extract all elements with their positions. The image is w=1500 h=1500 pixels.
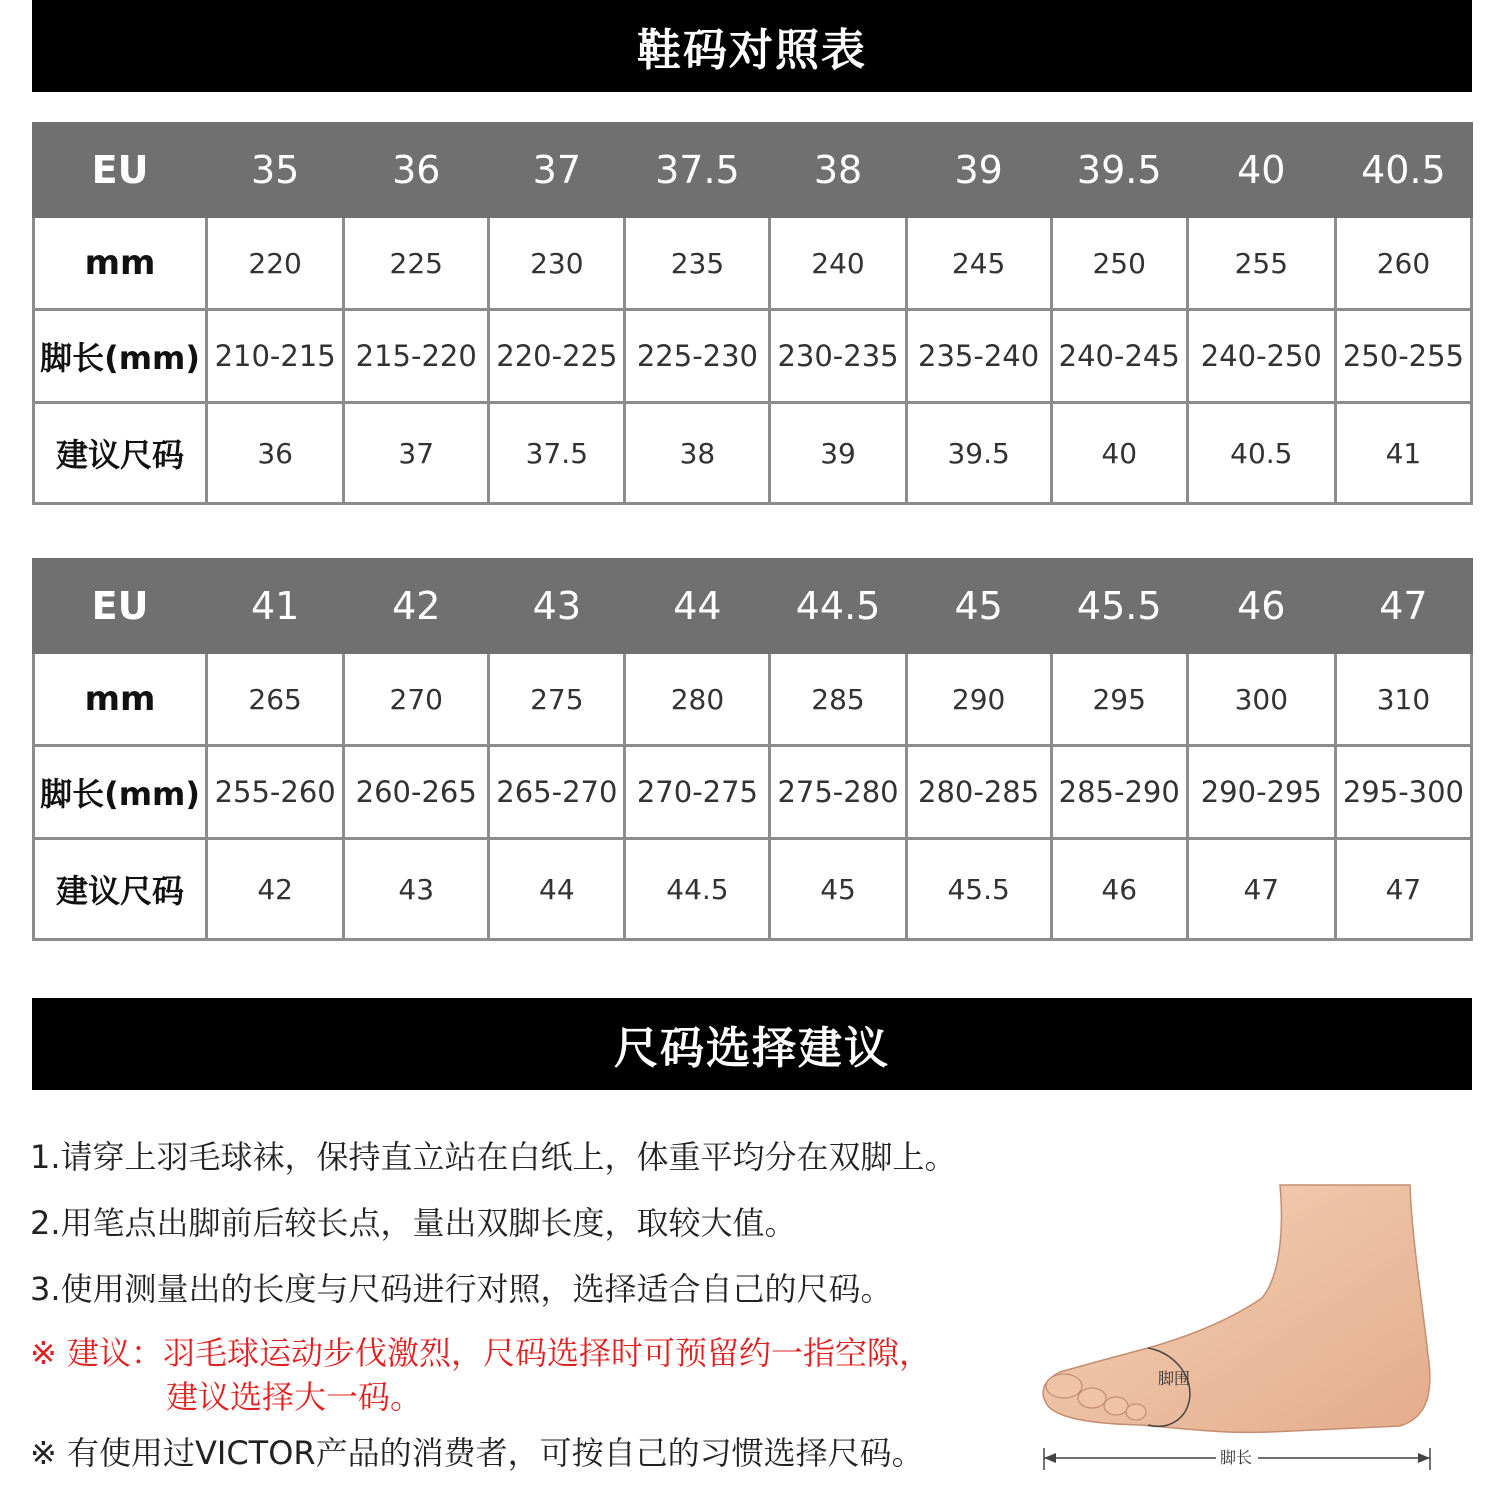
- suggested-size-cell: 47: [1187, 839, 1335, 940]
- foot-length-cell: 285-290: [1051, 746, 1187, 839]
- toe-shape: [1126, 1404, 1146, 1420]
- mm-cell: 220: [207, 217, 344, 310]
- suggested-size-cell: 46: [1051, 839, 1187, 940]
- suggested-size-cell: 39: [770, 403, 906, 504]
- mm-label: mm: [34, 217, 207, 310]
- suggested-size-cell: 42: [207, 839, 344, 940]
- eu-cell: 45: [906, 560, 1051, 653]
- suggested-size-label: 建议尺码: [34, 839, 207, 940]
- size-table-1: [32, 122, 1473, 505]
- suggested-size-cell: 44: [489, 839, 625, 940]
- warning-line: ※ 建议：羽毛球运动步伐激烈，尺码选择时可预留约一指空隙，: [30, 1334, 931, 1372]
- advice-title: 尺码选择建议: [614, 1023, 890, 1074]
- mm-cell: 280: [625, 653, 770, 746]
- eu-cell: 39.5: [1051, 124, 1187, 217]
- suggested-size-cell: 40: [1051, 403, 1187, 504]
- foot-length-row: [34, 310, 1472, 403]
- eu-label: EU: [34, 560, 207, 653]
- mm-cell: 270: [344, 653, 489, 746]
- eu-cell: 44: [625, 560, 770, 653]
- mm-cell: 290: [906, 653, 1051, 746]
- foot-length-label: 脚长(mm): [34, 310, 207, 403]
- mm-label: mm: [34, 653, 207, 746]
- title-banner: [32, 0, 1472, 92]
- eu-cell: 46: [1187, 560, 1335, 653]
- eu-cell: 45.5: [1051, 560, 1187, 653]
- toe-shape: [1078, 1388, 1106, 1408]
- tip-text: ※ 有使用过VICTOR产品的消费者，可按自己的习惯选择尺码。: [30, 1434, 924, 1472]
- mm-cell: 235: [625, 217, 770, 310]
- mm-row: [34, 653, 1472, 746]
- foot-length-cell: 220-225: [489, 310, 625, 403]
- mm-cell: 255: [1187, 217, 1335, 310]
- foot-length-cell: 265-270: [489, 746, 625, 839]
- foot-length-row: [34, 746, 1472, 839]
- eu-label: EU: [34, 124, 207, 217]
- suggested-size-label: 建议尺码: [34, 403, 207, 504]
- size-table-2: [32, 558, 1473, 941]
- suggested-size-cell: 43: [344, 839, 489, 940]
- eu-cell: 36: [344, 124, 489, 217]
- foot-length-cell: 225-230: [625, 310, 770, 403]
- suggested-size-cell: 38: [625, 403, 770, 504]
- eu-cell: 43: [489, 560, 625, 653]
- eu-cell: 44.5: [770, 560, 906, 653]
- length-arrow-head: [1044, 1453, 1056, 1463]
- tip-text: 1.请穿上羽毛球袜，保持直立站在白纸上，体重平均分在双脚上。: [30, 1138, 957, 1176]
- foot-length-cell: 240-250: [1187, 310, 1335, 403]
- length-arrow-head: [1418, 1453, 1430, 1463]
- foot-measure-illustration: [1030, 1180, 1470, 1490]
- foot-length-cell: 275-280: [770, 746, 906, 839]
- foot-length-cell: 280-285: [906, 746, 1051, 839]
- eu-cell: 40: [1187, 124, 1335, 217]
- foot-length-cell: 255-260: [207, 746, 344, 839]
- suggested-size-cell: 37: [344, 403, 489, 504]
- mm-cell: 245: [906, 217, 1051, 310]
- warning-line: 建议选择大一码。: [166, 1378, 423, 1417]
- eu-row: [34, 124, 1472, 217]
- foot-length-cell: 250-255: [1335, 310, 1471, 403]
- suggested-size-cell: 44.5: [625, 839, 770, 940]
- mm-cell: 225: [344, 217, 489, 310]
- foot-length-cell: 230-235: [770, 310, 906, 403]
- suggested-size-cell: 47: [1335, 839, 1471, 940]
- mm-cell: 250: [1051, 217, 1187, 310]
- foot-length-cell: 240-245: [1051, 310, 1187, 403]
- foot-length-cell: 215-220: [344, 310, 489, 403]
- mm-cell: 265: [207, 653, 344, 746]
- mm-cell: 300: [1187, 653, 1335, 746]
- foot-length-cell: 270-275: [625, 746, 770, 839]
- mm-cell: 240: [770, 217, 906, 310]
- foot-length-cell: 260-265: [344, 746, 489, 839]
- eu-cell: 41: [207, 560, 344, 653]
- toe-shape: [1104, 1397, 1128, 1415]
- eu-cell: 39: [906, 124, 1051, 217]
- suggested-size-cell: 39.5: [906, 403, 1051, 504]
- mm-cell: 230: [489, 217, 625, 310]
- toe-shape: [1046, 1374, 1082, 1398]
- eu-cell: 37.5: [625, 124, 770, 217]
- mm-cell: 285: [770, 653, 906, 746]
- suggested-size-cell: 36: [207, 403, 344, 504]
- eu-cell: 47: [1335, 560, 1471, 653]
- mm-cell: 295: [1051, 653, 1187, 746]
- eu-cell: 38: [770, 124, 906, 217]
- suggested-size-row: [34, 403, 1472, 504]
- foot-length-cell: 235-240: [906, 310, 1051, 403]
- eu-cell: 35: [207, 124, 344, 217]
- mm-cell: 310: [1335, 653, 1471, 746]
- foot-length-label: 脚长(mm): [34, 746, 207, 839]
- length-label: 脚长: [1220, 1448, 1253, 1467]
- suggested-size-row: [34, 839, 1472, 940]
- suggested-size-cell: 45.5: [906, 839, 1051, 940]
- girth-label: 脚围: [1158, 1369, 1191, 1388]
- suggested-size-cell: 40.5: [1187, 403, 1335, 504]
- mm-cell: 275: [489, 653, 625, 746]
- suggested-size-cell: 41: [1335, 403, 1471, 504]
- foot-length-cell: 290-295: [1187, 746, 1335, 839]
- eu-cell: 40.5: [1335, 124, 1471, 217]
- warning-note: [30, 1334, 990, 1417]
- eu-cell: 37: [489, 124, 625, 217]
- tip-text: 2.用笔点出脚前后较长点，量出双脚长度，取较大值。: [30, 1204, 797, 1242]
- mm-row: [34, 217, 1472, 310]
- eu-row: [34, 560, 1472, 653]
- foot-length-cell: 210-215: [207, 310, 344, 403]
- advice-banner: [32, 998, 1472, 1090]
- eu-cell: 42: [344, 560, 489, 653]
- foot-length-cell: 295-300: [1335, 746, 1471, 839]
- suggested-size-cell: 37.5: [489, 403, 625, 504]
- title-text: 鞋码对照表: [637, 25, 867, 76]
- tip-text: 3.使用测量出的长度与尺码进行对照，选择适合自己的尺码。: [30, 1270, 893, 1308]
- mm-cell: 260: [1335, 217, 1471, 310]
- suggested-size-cell: 45: [770, 839, 906, 940]
